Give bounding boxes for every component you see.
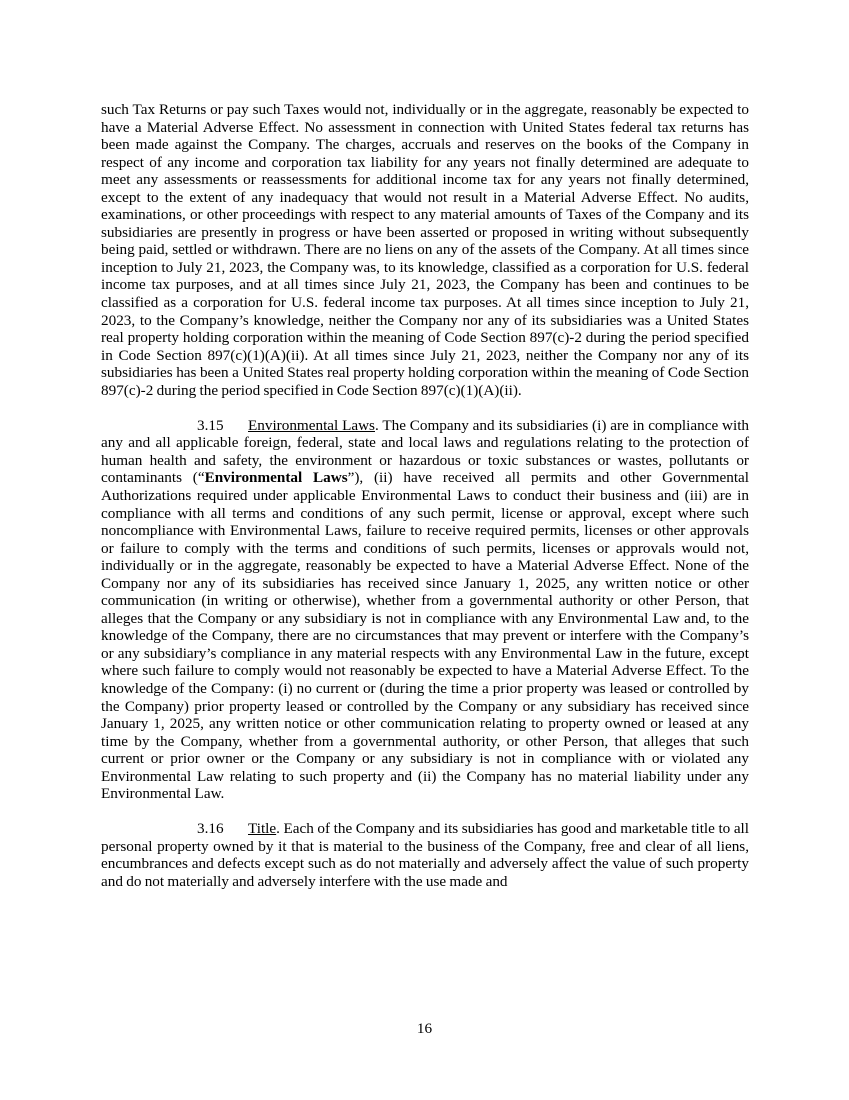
section-3-16-paragraph <box>101 820 749 890</box>
document-page <box>101 101 749 891</box>
section-3-15-text-before: The Company and its subsidiaries (i) are in compliance with any and all applicable foreign, federal, state and local laws and regulations relating to the protection of human health and safety, the environment or hazardous or toxic substances or wastes, pollutants or contaminants (“ <box>101 416 750 487</box>
section-3-16-number: 3.16 <box>197 820 224 838</box>
section-3-16-title: Title <box>248 820 277 838</box>
section-3-15-title: Environmental Laws <box>248 416 375 434</box>
tax-continuation-paragraph: such Tax Returns or pay such Taxes would not, individually or in the aggregate, reasonably be expected to have a Material Adverse Effect. No assessment in connection with United States federal tax returns has been made against the Company. The charges, accruals and reserves on the books of the Company in respect of any income and corporation tax liability for any years not finally determined are adequate to meet any assessments or reassessments for additional income tax for any years not finally determined, except to the extent of any inadequacy that would not result in a Material Adverse Effect. No audits, examinations, or other proceedings with respect to any material amounts of Taxes of the Company and its subsidiaries are presently in progress or have been asserted or proposed in writing without subsequently being paid, settled or withdrawn. There are no liens on any of the assets of the Company. At all times since inception to July 21, 2023, the Company was, to its knowledge, classified as a corporation for U.S. federal income tax purposes, and at all times since July 21, 2023, the Company has been and continues to be classified as a corporation for U.S. federal income tax purposes. At all times since inception to July 21, 2023, to the Company’s knowledge, neither the Company nor any of its subsidiaries was a United States real property holding corporation within the meaning of Code Section 897(c)-2 during the period specified in Code Section 897(c)(1)(A)(ii). At all times since July 21, 2023, neither the Company nor any of its subsidiaries has been a United States real property holding corporation within the meaning of Code Section 897(c)-2 during the period specified in Code Section 897(c)(1)(A)(ii). <box>101 101 749 399</box>
section-3-16-text: Each of the Company and its subsidiaries has good and marketable title to all personal property owned by it that is material to the business of the Company, free and clear of all liens, encumbrances and defects except such as do not materially and adversely affect the value of such property and do not materially and adversely interfere with the use made and <box>101 820 749 890</box>
page-number: 16 <box>416 1020 433 1037</box>
section-3-15-number: 3.15 <box>197 416 224 434</box>
section-3-15-title-period: . <box>374 416 379 434</box>
section-3-15-text-after: ”), (ii) have received all permits and other Governmental Authorizations required under applicable Environmental Laws to conduct their business and (iii) are in compliance with all terms and conditions of any such permit, license or approval, except where such noncompliance with Environmental Laws, failure to receive required permits, licenses or other approvals or failure to comply with the terms and conditions of such permits, licenses or approvals would not, individually or in the aggregate, reasonably be expected to have a Material Adverse Effect. None of the Company nor any of its subsidiaries has received since January 1, 2025, any written notice or other communication (in writing or otherwise), whether from a governmental authority or other Person, that alleges that the Company or any subsidiary is not in compliance with any Environmental Law and, to the knowledge of the Company, there are no circumstances that may prevent or interfere with the Company’s or any subsidiary’s compliance in any material respects with any Environmental Law in the future, except where such failure to comply would not reasonably be expected to have a Material Adverse Effect. To the knowledge of the Company: (i) no current or (during the time a prior property was leased or controlled by the Company) prior property leased or controlled by the Company or any subsidiary has received since January 1, 2025, any written notice or other communication relating to property owned or leased at any time by the Company, whether from a governmental authority, or other Person, that alleges that such current or prior owner or the Company or any subsidiary is not in compliance with or violated any Environmental Law relating to such property and (ii) the Company has no material liability under any Environmental Law. <box>101 469 750 803</box>
defined-term-environmental-laws: Environmental Laws <box>204 469 348 487</box>
section-3-16-title-period: . <box>276 820 280 838</box>
section-3-15-paragraph <box>101 417 749 803</box>
